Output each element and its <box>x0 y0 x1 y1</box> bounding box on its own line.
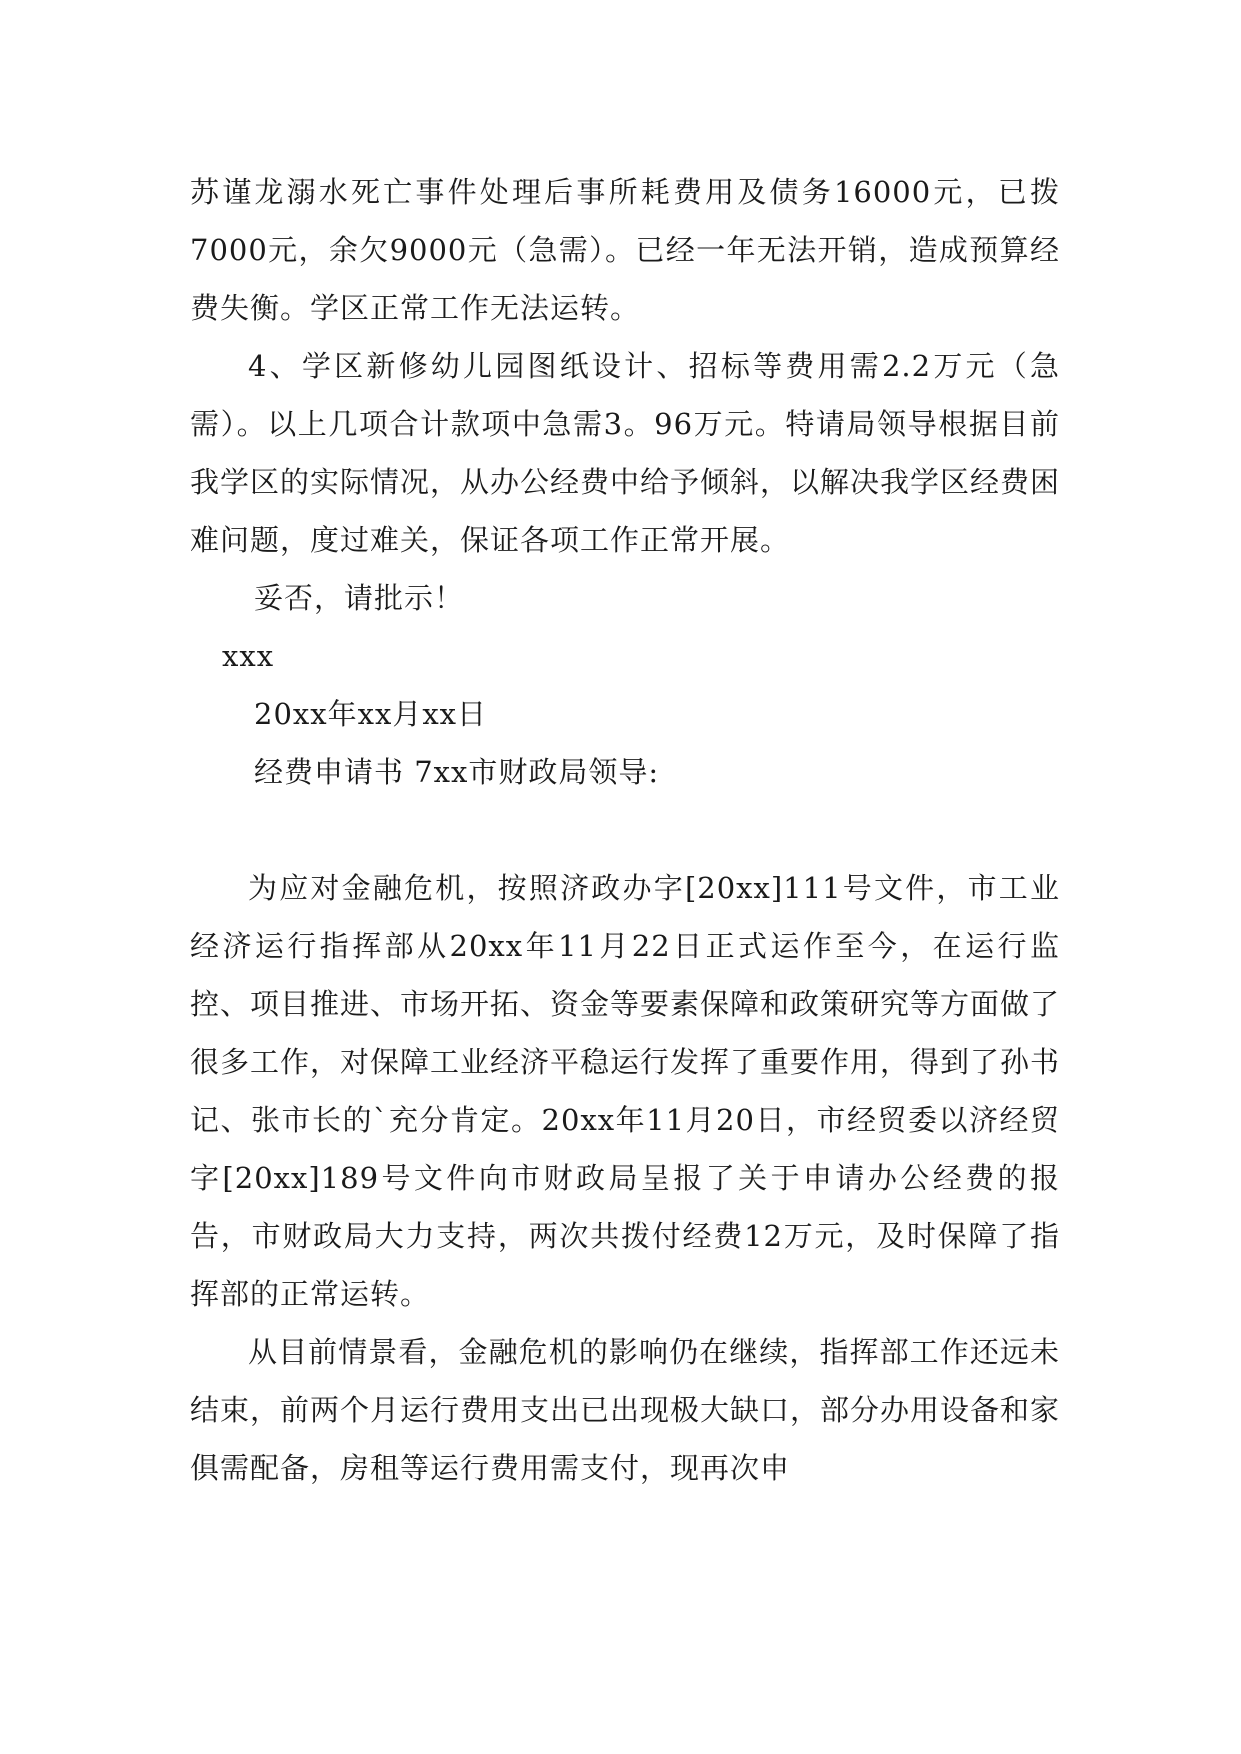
paragraph-item-4: 4、学区新修幼儿园图纸设计、招标等费用需2.2万元（急需）。以上几项合计款项中急需3。96万元。特请局领导根据目前我学区的实际情况，从办公经费中给予倾斜，以解决我学区经费困难问题，度过难关，保证各项工作正常开展。 <box>190 349 1061 557</box>
paragraph-background: 为应对金融危机，按照济政办字[20xx]111号文件，市工业经济运行指挥部从20xx年11月22日正式运作至今，在运行监控、项目推进、市场开拓、资金等要素保障和政策研究等方面做了很多工作，对保障工业经济平稳运行发挥了重要作用，得到了孙书记、张市长的`充分肯定。20xx年11月20日，市经贸委以济经贸字[20xx]189号文件向市财政局呈报了关于申请办公经费的报告，市财政局大力支持，两次共拨付经费12万元，及时保障了指挥部的正常运转。 <box>190 871 1061 1311</box>
document-body <box>190 163 1060 1497</box>
application-heading: 经费申请书 7xx市财政局领导: <box>254 755 660 789</box>
date-line: 20xx年xx月xx日 <box>254 697 488 731</box>
blank-line <box>190 801 1060 859</box>
closing-request: 妥否，请批示！ <box>254 581 465 615</box>
paragraph-current-situation: 从目前情景看，金融危机的影响仍在继续，指挥部工作还远未结束，前两个月运行费用支出已出现极大缺口，部分办用设备和家俱需配备，房租等运行费用需支付，现再次申 <box>190 1335 1061 1485</box>
signature: xxx <box>222 639 275 673</box>
paragraph-continuation: 苏谨龙溺水死亡事件处理后事所耗费用及债务16000元，已拨7000元，余欠9000元（急需）。已经一年无法开销，造成预算经费失衡。学区正常工作无法运转。 <box>190 175 1060 325</box>
